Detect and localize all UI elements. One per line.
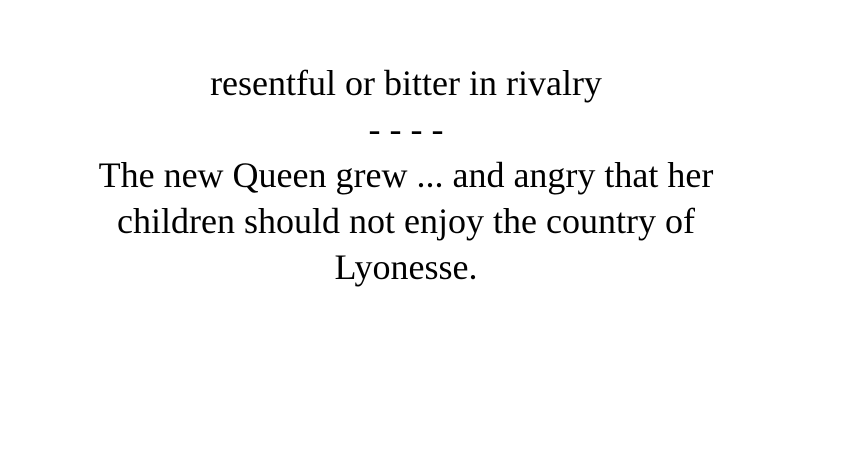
example-sentence [0, 152, 812, 290]
definition-text: resentful or bitter in rivalry [210, 63, 602, 103]
example-line: The new Queen grew ... and angry that her [98, 155, 714, 195]
example-line: Lyonesse. [334, 247, 478, 287]
separator-dashes: - - - - [368, 109, 444, 149]
example-line: children should not enjoy the country of [117, 201, 695, 241]
